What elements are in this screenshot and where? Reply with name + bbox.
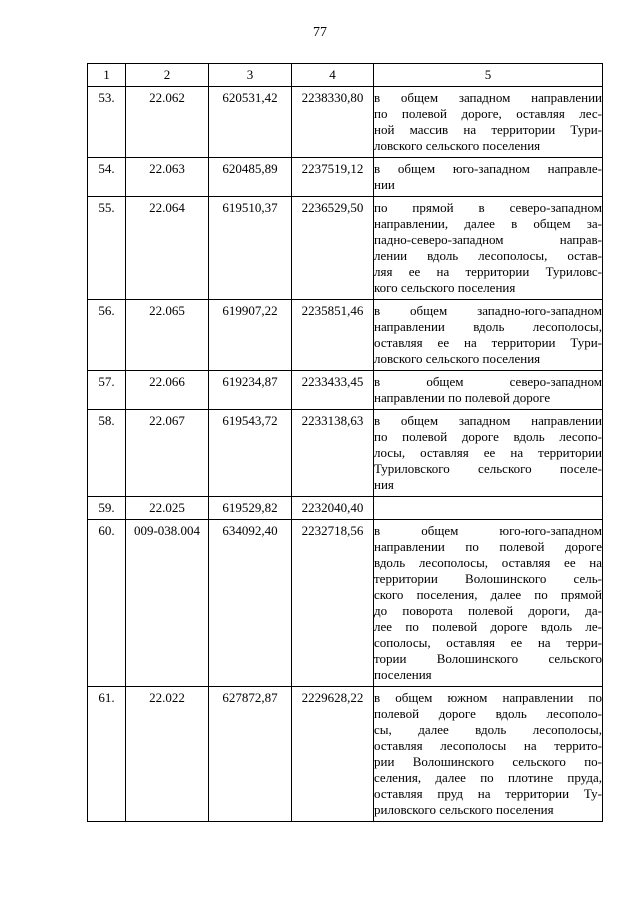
column-header: 4 [292,64,374,87]
description-line: ния [374,477,394,492]
description-line: по полевой дороге вдоль лесопо- [374,429,602,444]
page-number: 77 [313,25,327,40]
description-line: селения, далее по плотине пруда, [374,770,602,785]
route-description [374,87,603,158]
column-header: 2 [126,64,209,87]
coordinate-y: 2233433,45 [292,371,374,410]
route-description [374,158,603,197]
description-line: сы, далее вдоль лесополосы, [374,722,602,737]
coordinate-y: 2232040,40 [292,497,374,520]
description-line: поселения [374,667,432,682]
description-line: территории Волошинского сель- [374,571,602,586]
description-line: в общем западно-юго-западном [374,303,602,318]
table-row [88,497,603,520]
route-description [374,687,603,822]
description-line: лее по полевой дороге вдоль ле- [374,619,602,634]
description-line: Туриловского сельского поселе- [374,461,602,476]
column-header: 3 [209,64,292,87]
description-line: в общем юго-юго-западном [374,523,602,538]
point-id: 009-038.004 [126,520,209,687]
row-number: 56. [88,300,126,371]
route-description [374,410,603,497]
route-description [374,300,603,371]
coordinate-y: 2238330,80 [292,87,374,158]
coordinate-y: 2229628,22 [292,687,374,822]
coordinate-y: 2232718,56 [292,520,374,687]
table-row [88,158,603,197]
description-line: полевой дороге вдоль лесополо- [374,706,602,721]
route-description [374,197,603,300]
description-line: вдоль лесополосы, оставляя ее на [374,555,602,570]
table-header-row [88,64,603,87]
description-line: падно-северо-западном направ- [374,232,602,247]
point-id: 22.067 [126,410,209,497]
point-id: 22.065 [126,300,209,371]
description-line: в общем южном направлении по [374,690,602,705]
point-id: 22.025 [126,497,209,520]
description-line: ляя ее на территории Туриловс- [374,264,602,279]
row-number: 55. [88,197,126,300]
description-line: риловского сельского поселения [374,802,554,817]
coordinate-y: 2233138,63 [292,410,374,497]
table-row [88,520,603,687]
coordinate-x: 619510,37 [209,197,292,300]
description-line: ной массив на территории Тури- [374,122,602,137]
row-number: 60. [88,520,126,687]
description-line: направлении, далее в общем за- [374,216,602,231]
route-description [374,497,603,520]
table-row [88,410,603,497]
route-description [374,520,603,687]
description-line: ловского сельского поселения [374,138,541,153]
description-line: оставляя ее на территории Тури- [374,335,602,350]
table-row [88,371,603,410]
description-line: в общем западном направлении [374,90,602,105]
coordinate-x: 627872,87 [209,687,292,822]
description-line: в общем юго-западном направле- [374,161,602,176]
route-description [374,371,603,410]
row-number: 61. [88,687,126,822]
description-line: сополосы, оставляя ее на терри- [374,635,602,650]
coordinate-x: 619234,87 [209,371,292,410]
description-line: рии Волошинского сельского по- [374,754,602,769]
description-line: по полевой дороге, оставляя лес- [374,106,602,121]
row-number: 57. [88,371,126,410]
coordinate-y: 2236529,50 [292,197,374,300]
description-line: в общем северо-западном [374,374,602,389]
table-row [88,197,603,300]
description-line: ловского сельского поселения [374,351,541,366]
row-number: 53. [88,87,126,158]
coordinate-x: 619529,82 [209,497,292,520]
description-line: тории Волошинского сельского [374,651,602,666]
point-id: 22.066 [126,371,209,410]
boundary-coordinates-table [87,63,603,822]
description-line: направлении по полевой дороге [374,390,551,405]
description-line: оставляя лесополосы на террито- [374,738,602,753]
point-id: 22.064 [126,197,209,300]
table-row [88,300,603,371]
description-line: ского поселения, далее по прямой [374,587,602,602]
coordinate-y: 2237519,12 [292,158,374,197]
coordinate-x: 619907,22 [209,300,292,371]
coordinate-x: 619543,72 [209,410,292,497]
row-number: 59. [88,497,126,520]
row-number: 58. [88,410,126,497]
table-row [88,687,603,822]
coordinate-x: 620485,89 [209,158,292,197]
description-line: нии [374,177,395,192]
point-id: 22.022 [126,687,209,822]
description-line: направлении вдоль лесополосы, [374,319,602,334]
description-line: по прямой в северо-западном [374,200,602,215]
table-row [88,87,603,158]
column-header: 1 [88,64,126,87]
column-header: 5 [374,64,603,87]
row-number: 54. [88,158,126,197]
description-line: кого сельского поселения [374,280,516,295]
description-line: до поворота полевой дороги, да- [374,603,602,618]
description-line: лосы, оставляя ее на территории [374,445,602,460]
description-line: оставляя пруд на территории Ту- [374,786,602,801]
coordinate-x: 620531,42 [209,87,292,158]
description-line: в общем западном направлении [374,413,602,428]
point-id: 22.062 [126,87,209,158]
coordinate-y: 2235851,46 [292,300,374,371]
coordinate-x: 634092,40 [209,520,292,687]
description-line: лении вдоль лесополосы, остав- [374,248,602,263]
description-line: направлении по полевой дороге [374,539,602,554]
point-id: 22.063 [126,158,209,197]
